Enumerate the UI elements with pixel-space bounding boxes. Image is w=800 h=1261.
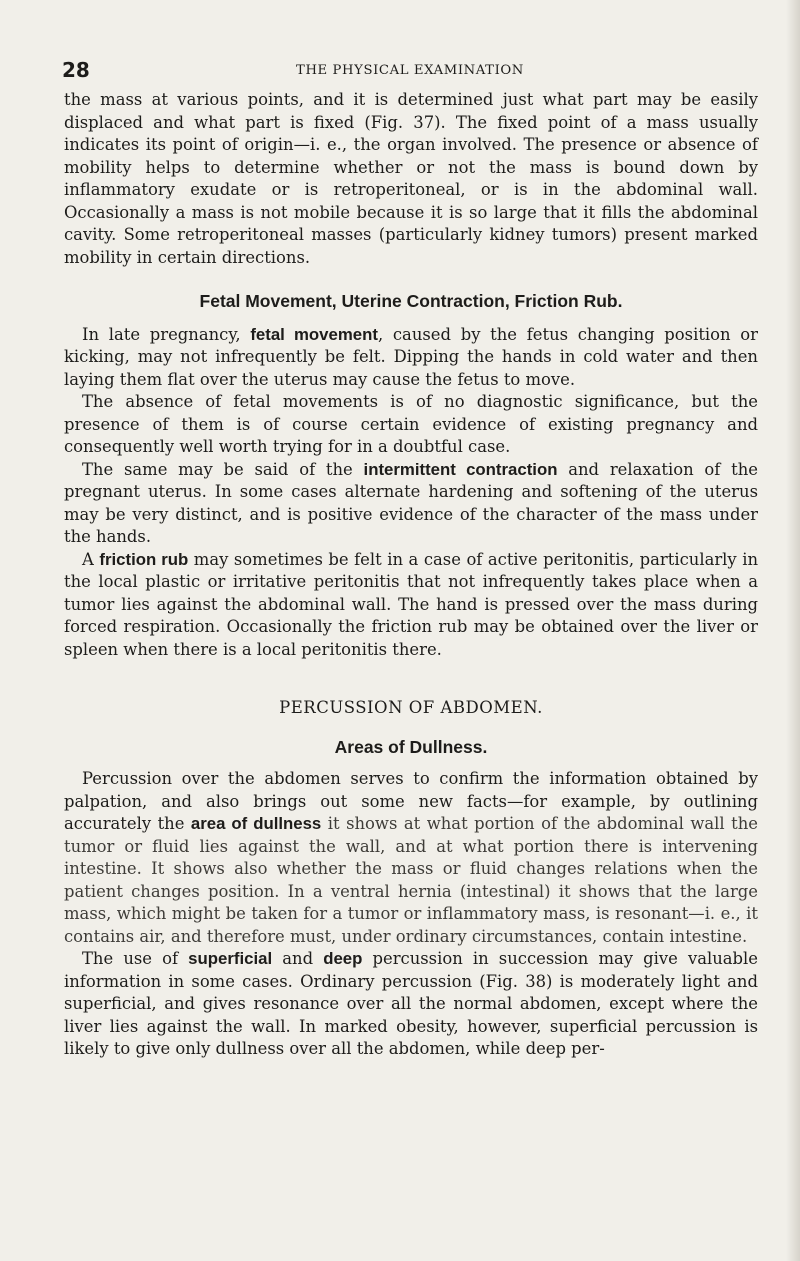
page-edge-shadow <box>786 0 800 1261</box>
paragraph-percussion-dullness <box>64 768 758 948</box>
paragraph-mass-mobility: the mass at various points, and it is determined just what part may be easily displaced and what part is fixed (Fig. 37). The fixed point of a mass usually indicates its point of origin—i. e., the organ involved. The presence or absence of mobility helps to determine whether or not the mass is bound down by inflammatory exudate or is retroperitoneal, or is in the abdominal wall. Occasionally a mass is not mobile because it is so large that it fills the abdominal cavity. Some retroperitoneal masses (particularly kidney tumors) present marked mobility in certain directions. <box>64 90 758 267</box>
text-run: may sometimes be felt in a case of active peritonitis, particularly in the local plastic or irritative peritonitis that not infrequently takes place when a tumor lies against the abdominal wall. The hand is pressed over the mass during forced respiration. Occasionally the friction rub may be obtained over the liver or spleen when there is a local peritonitis there. <box>64 549 758 659</box>
paragraph-superficial-deep-percussion <box>64 948 758 1061</box>
text-run: , caused by the fetus changing position or kicking, may not infrequently be felt. Dipping the hands in cold water and then laying them flat over the uterus may cause the fetus to move. <box>64 324 758 389</box>
keyword-superficial: superficial <box>188 949 273 968</box>
keyword-area-of-dullness: area of dullness <box>190 814 322 833</box>
section-heading-fetal-movement: Fetal Movement, Uterine Contraction, Friction Rub. <box>199 291 623 311</box>
text-run: The same may be said of the <box>82 459 364 479</box>
paragraph-fetal-movement <box>64 324 758 392</box>
text-run: and relaxation of the pregnant uterus. In some cases alternate hardening and softening of the uterus may be very distinct, and is positive evidence of the character of the mass under the hands. <box>64 459 758 546</box>
paragraph-intermittent-contraction <box>64 459 758 549</box>
keyword-fetal-movement: fetal movement <box>250 324 378 344</box>
page-header <box>60 58 760 82</box>
text-run: In late pregnancy, <box>82 324 251 344</box>
text-run: A <box>82 549 100 569</box>
paragraph-friction-rub <box>64 549 758 662</box>
page-number: 28 <box>62 58 90 82</box>
keyword-deep: deep <box>323 949 363 968</box>
keyword-friction-rub: friction rub <box>99 549 189 569</box>
running-head: THE PHYSICAL EXAMINATION <box>296 63 524 78</box>
page-body <box>64 89 758 1061</box>
text-run: percussion in succession may give valuable information in some cases. Ordinary percussion (Fig. 38) is moderately light and superficial, and gives resonance over all the normal abdomen, except where the liver lies against the wall. In marked obesity, however, superficial percussion is likely to give only dullness over all the abdomen, while deep per- <box>64 949 758 1058</box>
section-heading-percussion: PERCUSSION OF ABDOMEN. <box>279 698 543 717</box>
text-run: and <box>272 949 324 968</box>
text-run: Percussion over the abdomen serves to confirm the information obtained by palpation, and also brings out some new facts—for example, by outlining accurately the <box>64 769 758 833</box>
text-run: The use of <box>82 949 189 968</box>
subsection-heading-areas-of-dullness: Areas of Dullness. <box>334 736 488 757</box>
keyword-intermittent-contraction: intermittent contraction <box>363 459 558 479</box>
text-run: it shows at what portion of the abdominal wall the tumor or fluid lies against the wall, and at what portion there is intervening intestine. It shows also whether the mass or fluid changes relations when the patient changes position. In a ventral hernia (intestinal) it shows that the large mass, which might be taken for a tumor or inflammatory mass, is resonant—i. e., it contains air, and therefore must, under ordinary circumstances, contain intestine. <box>64 814 758 946</box>
paragraph-fetal-significance: The absence of fetal movements is of no diagnostic significance, but the presence of them is of course certain evidence of existing pregnancy and consequently well worth trying for in a doubtful case. <box>64 392 758 456</box>
